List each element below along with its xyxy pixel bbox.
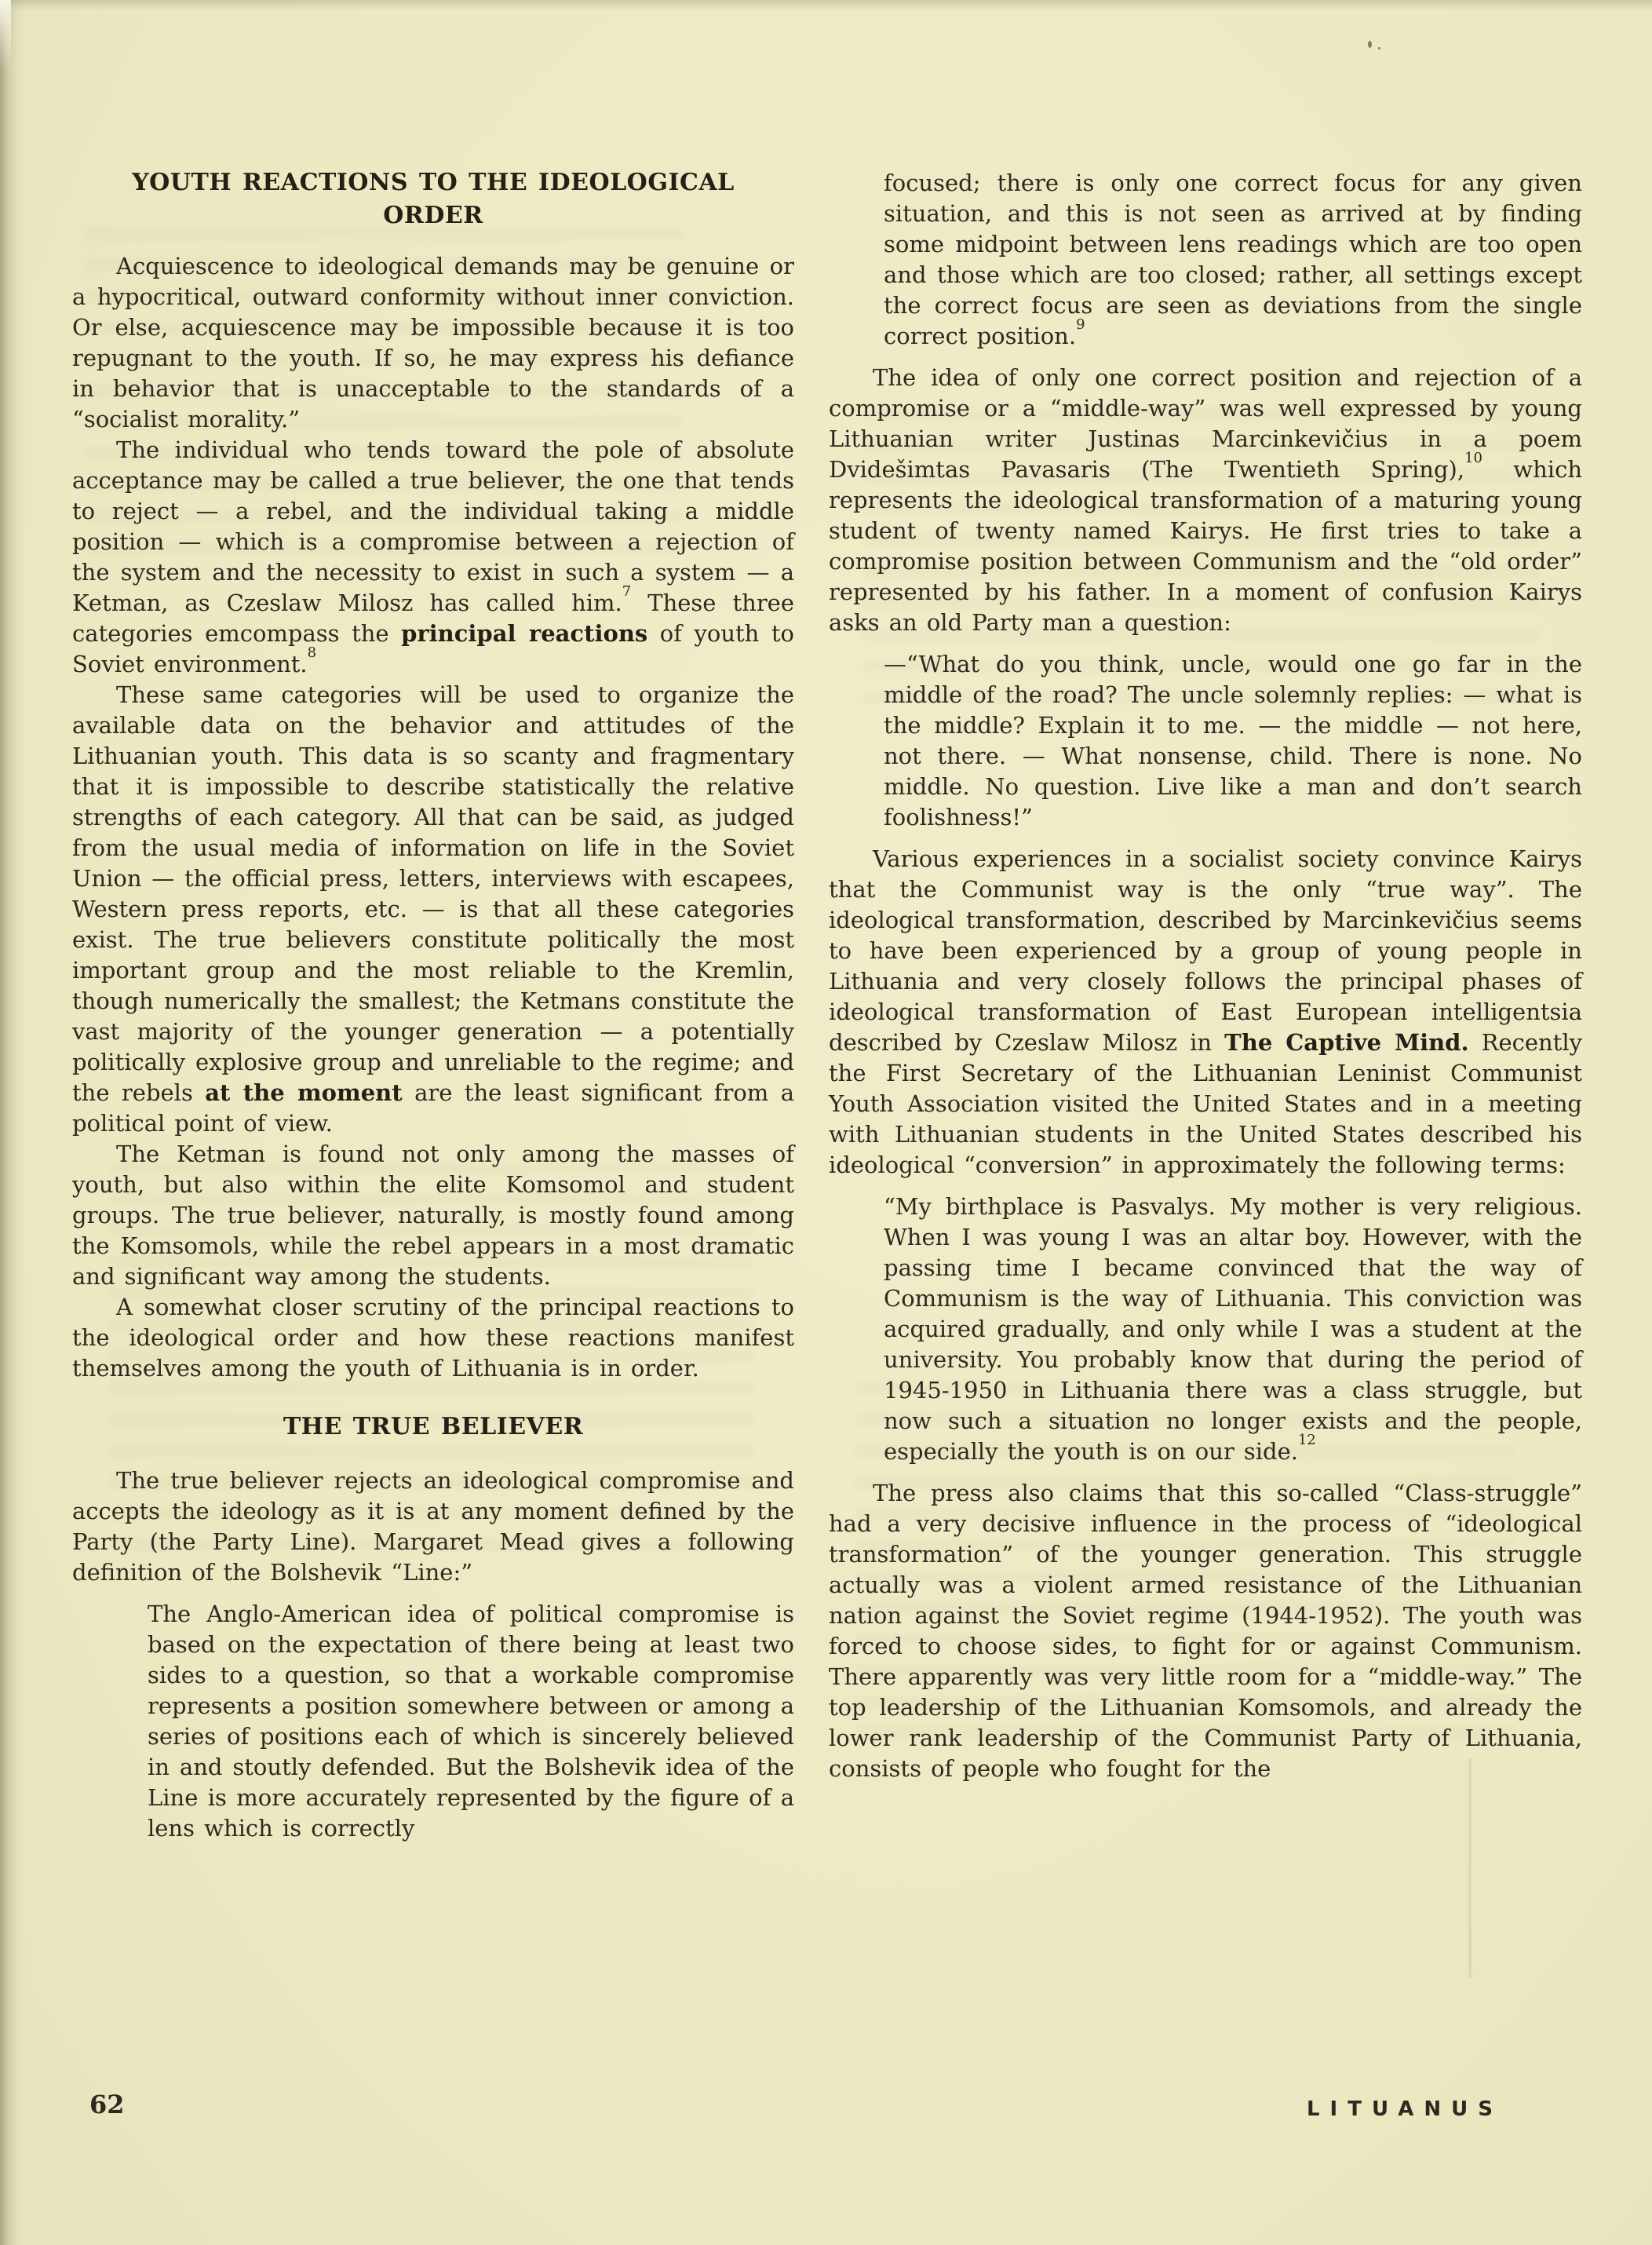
scan-corner-highlight (0, 0, 11, 71)
block-quote: “My birthplace is Pasvalys. My mother is very religious. When I was young I was an altar boy. However, with the passing time I became convinced that the way of Communism is the way of Lithuania. This conviction was acquired gradually, and only while I was a student at the university. You probably know that during the period of 1945-1950 in Lithuania there was a class struggle, but now such a situation no longer exists and the people, especially the youth is on our side.$^{12}$ (884, 1193, 1582, 1465)
journal-title: LITUANUS (1306, 2097, 1503, 2121)
right-column (829, 166, 1582, 1784)
scan-speck (1378, 47, 1380, 49)
block-quote: —“What do you think, uncle, would one go far in the middle of the road? The uncle solemnly replies: — what is the middle? Explain it to me. — the middle — not here, not there. — What nonsense, child. There is none. No middle. No question. Live like a man and don’t search foolishness!” (884, 651, 1582, 830)
scan-crease (1469, 1758, 1471, 1978)
paragraph: The true believer rejects an ideological compromise and accepts the ideology as it is at any moment defined by the Party (the Party Line). Margaret Mead gives a following definition of the Bolshevik “Line:” (72, 1467, 794, 1586)
scan-edge-shadow (0, 0, 27, 2245)
paragraph: The Ketman is found not only among the masses of youth, but also within the elite Komsomol and student groups. The true believer, naturally, is mostly found among the Komsomols, while the rebel appears in a most dramatic and significant way among the students. (72, 1141, 794, 1290)
paragraph: Various experiences in a socialist society convince Kairys that the Communist way is the only “true way”. The ideological transformation, described by Marcinkevičius seems to have been experienced by a group of young people in Lithuania and very closely follows the principal phases of ideological transformation of East European intelligentsia described by Czeslaw Milosz in The Captive Mind. Recently the First Secretary of the Lithuanian Leninist Communist Youth Association visited the United States and in a meeting with Lithuanian students in the United States described his ideological “conversion” in approximately the following terms: (829, 845, 1582, 1178)
paragraph: The individual who tends toward the pole of absolute acceptance may be called a true believer, the one that tends to reject — a rebel, and the individual taking a middle position — which is a compromise between a rejection of the system and the necessity to exist in such a system — a Ketman, as Czeslaw Milosz has called him.$^7$ These three categories emcompass the principal reactions of youth to Soviet environment.$^8$ (72, 436, 795, 677)
block-quote: The Anglo-American idea of political compromise is based on the expectation of there being at least two sides to a question, so that a workable compromise represents a position somewhere between or among a series of positions each of which is sincerely believed in and stoutly defended. But the Bolshevik idea of the Line is more accurately represented by the figure of a lens which is correctly (148, 1601, 794, 1842)
paragraph: A somewhat closer scrutiny of the principal reactions to the ideological order and how these reactions manifest themselves among the youth of Lithuania is in order. (72, 1294, 794, 1382)
page-number: 62 (89, 2090, 125, 2119)
paragraph: The idea of only one correct position and rejection of a compromise or a “middle-way” was well expressed by young Lithuanian writer Justinas Marcinkevičius in a poem Dvidešimtas Pavasaris (The Twentieth Spring),$^{10}$ which represents the ideological transformation of a maturing young student of twenty named Kairys. He first tries to take a compromise position between Communism and the “old order” represented by his father. In a moment of confusion Kairys asks an old Party man a question: (829, 364, 1583, 636)
paragraph: The press also claims that this so-called “Class-struggle” had a very decisive influence in the process of “ideological transformation” of the younger generation. This struggle actually was a violent armed resistance of the Lithuanian nation against the Soviet regime (1944-1952). The youth was forced to choose sides, to fight for or against Communism. There apparently was very little room for a “middle-way.” The top leadership of the Lithuanian Komsomols, and already the lower rank leadership of the Communist Party of Lithuania, consists of people who fought for the (829, 1480, 1582, 1782)
section-heading: THE TRUE BELIEVER (283, 1413, 584, 1440)
article-heading: YOUTH REACTIONS TO THE IDEOLOGICAL ORDER (132, 169, 735, 229)
paragraph: These same categories will be used to organize the available data on the behavior and attitudes of the Lithuanian youth. This data is so scanty and fragmentary that it is impossible to describe statistically the relative strengths of each category. All that can be said, as judged from the usual media of information on life in the Soviet Union — the official press, letters, interviews with escapees, Western press reports, etc. — is that all these categories exist. The true believers constitute politically the most important group and the most reliable to the Kremlin, though numerically the smallest; the Ketmans constitute the vast majority of the younger generation — a potentially politically explosive group and unreliable to the regime; and the rebels at the moment are the least significant from a political point of view. (72, 681, 794, 1137)
block-quote: focused; there is only one correct focus for any given situation, and this is not seen as arrived at by finding some midpoint between lens readings which are too open and those which are too closed; rather, all settings except the correct focus are seen as deviations from the single correct position.$^9$ (884, 170, 1582, 349)
left-column (72, 166, 794, 1855)
scan-top-shadow (0, 0, 1652, 11)
scan-speck (1368, 41, 1372, 48)
paragraph: Acquiescence to ideological demands may be genuine or a hypocritical, outward conformity without inner conviction. Or else, acquiescence may be impossible because it is too repugnant to the youth. If so, he may express his defiance in behavior that is unacceptable to the standards of a “socialist morality.” (72, 253, 794, 433)
